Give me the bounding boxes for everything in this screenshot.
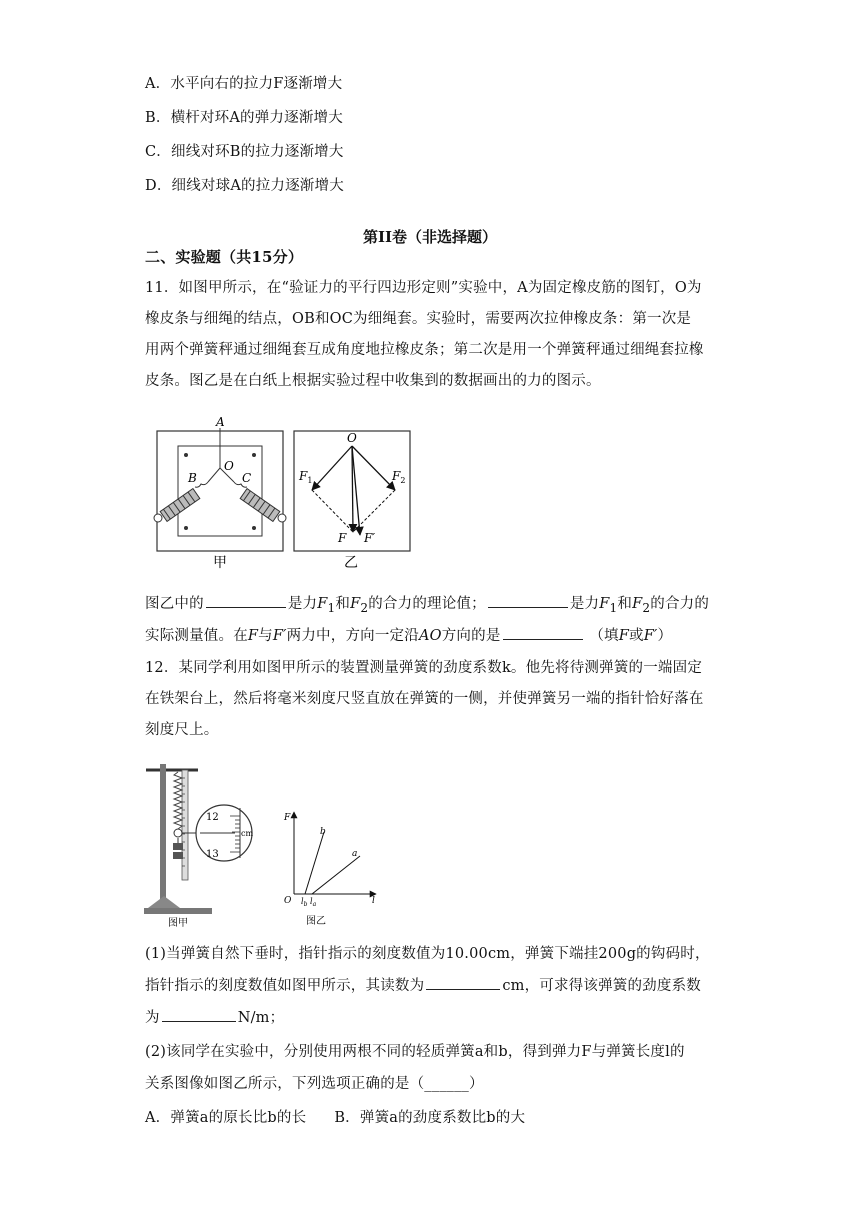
q11-line2: 橡皮条与细绳的结点，OB和OC为细绳套。实验时，需要两次拉伸橡皮条：第一次是: [145, 311, 692, 327]
q11-line3: 用两个弹簧秤通过细绳套互成角度地拉橡皮条；第二次是用一个弹簧秤通过细绳套拉橡: [145, 342, 704, 358]
option-d: D．细线对球A的拉力逐渐增大: [145, 178, 344, 194]
option-a: A．水平向右的拉力F逐渐增大: [145, 76, 343, 92]
q12-p1-line2: 指针指示的刻度数值如图甲所示，其读数为 cm，可求得该弹簧的劲度系数: [145, 974, 701, 995]
label-f1: $F_1$: [299, 469, 313, 485]
caption-tu-yi: 图乙: [306, 916, 326, 927]
figure-jia: [150, 410, 290, 575]
caption-jia: 甲: [213, 555, 227, 571]
label-a: A: [216, 415, 225, 429]
q12-line3: 刻度尺上。: [145, 722, 219, 738]
part2-title: 第II卷（非选择题）: [362, 228, 498, 246]
graph-a: a: [352, 849, 358, 859]
q11-line4: 皮条。图乙是在白纸上根据实验过程中收集到的数据画出的力的图示。: [145, 373, 601, 389]
label-c: C: [242, 471, 252, 485]
q12-line2: 在铁架台上，然后将毫米刻度尺竖直放在弹簧的一侧，并使弹簧另一端的指针恰好落在: [145, 691, 704, 707]
q12-p2-line2: 关系图像如图乙所示，下列选项正确的是（______）: [145, 1076, 484, 1092]
q11-answer-line2: 实际测量值。在F与F′两力中，方向一定沿AO方向的是 （填F或F′）: [145, 624, 672, 645]
graph-b: b: [320, 827, 326, 837]
figure-spring-stand: [140, 758, 260, 930]
graph-lb: $l_b$: [301, 897, 308, 908]
label-fp: F′: [364, 531, 376, 545]
label-o2: O: [347, 431, 357, 445]
figure-yi: [290, 410, 415, 575]
label-b: B: [188, 471, 197, 485]
label-f: F: [338, 531, 347, 545]
graph-f: F: [284, 813, 291, 823]
label-o: O: [224, 459, 234, 473]
section-title: 二、实验题（共15分）: [145, 248, 304, 266]
option-c: C．细线对环B的拉力逐渐增大: [145, 144, 344, 160]
figure-f-l-graph: [280, 808, 380, 928]
caption-tu-jia: 图甲: [168, 918, 188, 929]
q12-p2-options: A．弹簧a的原长比b的长 B．弹簧a的劲度系数比b的大: [145, 1110, 526, 1126]
caption-yi: 乙: [344, 555, 358, 571]
q11-answer-line1: 图乙中的 是力$F_1$和$F_2$的合力的理论值； 是力$F_1$和$F_2$的合力的: [145, 592, 709, 615]
q12-p1-line1: (1)当弹簧自然下垂时，指针指示的刻度数值为10.00cm，弹簧下端挂200g的钩码时，: [145, 946, 710, 962]
scale-12: 12: [206, 812, 219, 823]
graph-l: l: [372, 896, 375, 906]
q12-p1-line3: 为 N/m；: [145, 1006, 284, 1027]
option-b: B．横杆对环A的弹力逐渐增大: [145, 110, 343, 126]
q12-line1: 12．某同学利用如图甲所示的装置测量弹簧的劲度系数k。他先将待测弹簧的一端固定: [145, 660, 703, 676]
q12-p2-line1: (2)该同学在实验中，分别使用两根不同的轻质弹簧a和b，得到弹力F与弹簧长度l的: [145, 1044, 685, 1060]
scale-13: 13: [206, 849, 219, 860]
graph-o: O: [284, 896, 292, 906]
graph-la: $l_a$: [310, 897, 317, 908]
q11-line1: 11．如图甲所示，在“验证力的平行四边形定则”实验中，A为固定橡皮筋的图钉，O为: [145, 280, 702, 296]
label-f2: $F_2$: [392, 469, 406, 485]
scale-unit: cm: [241, 829, 254, 838]
